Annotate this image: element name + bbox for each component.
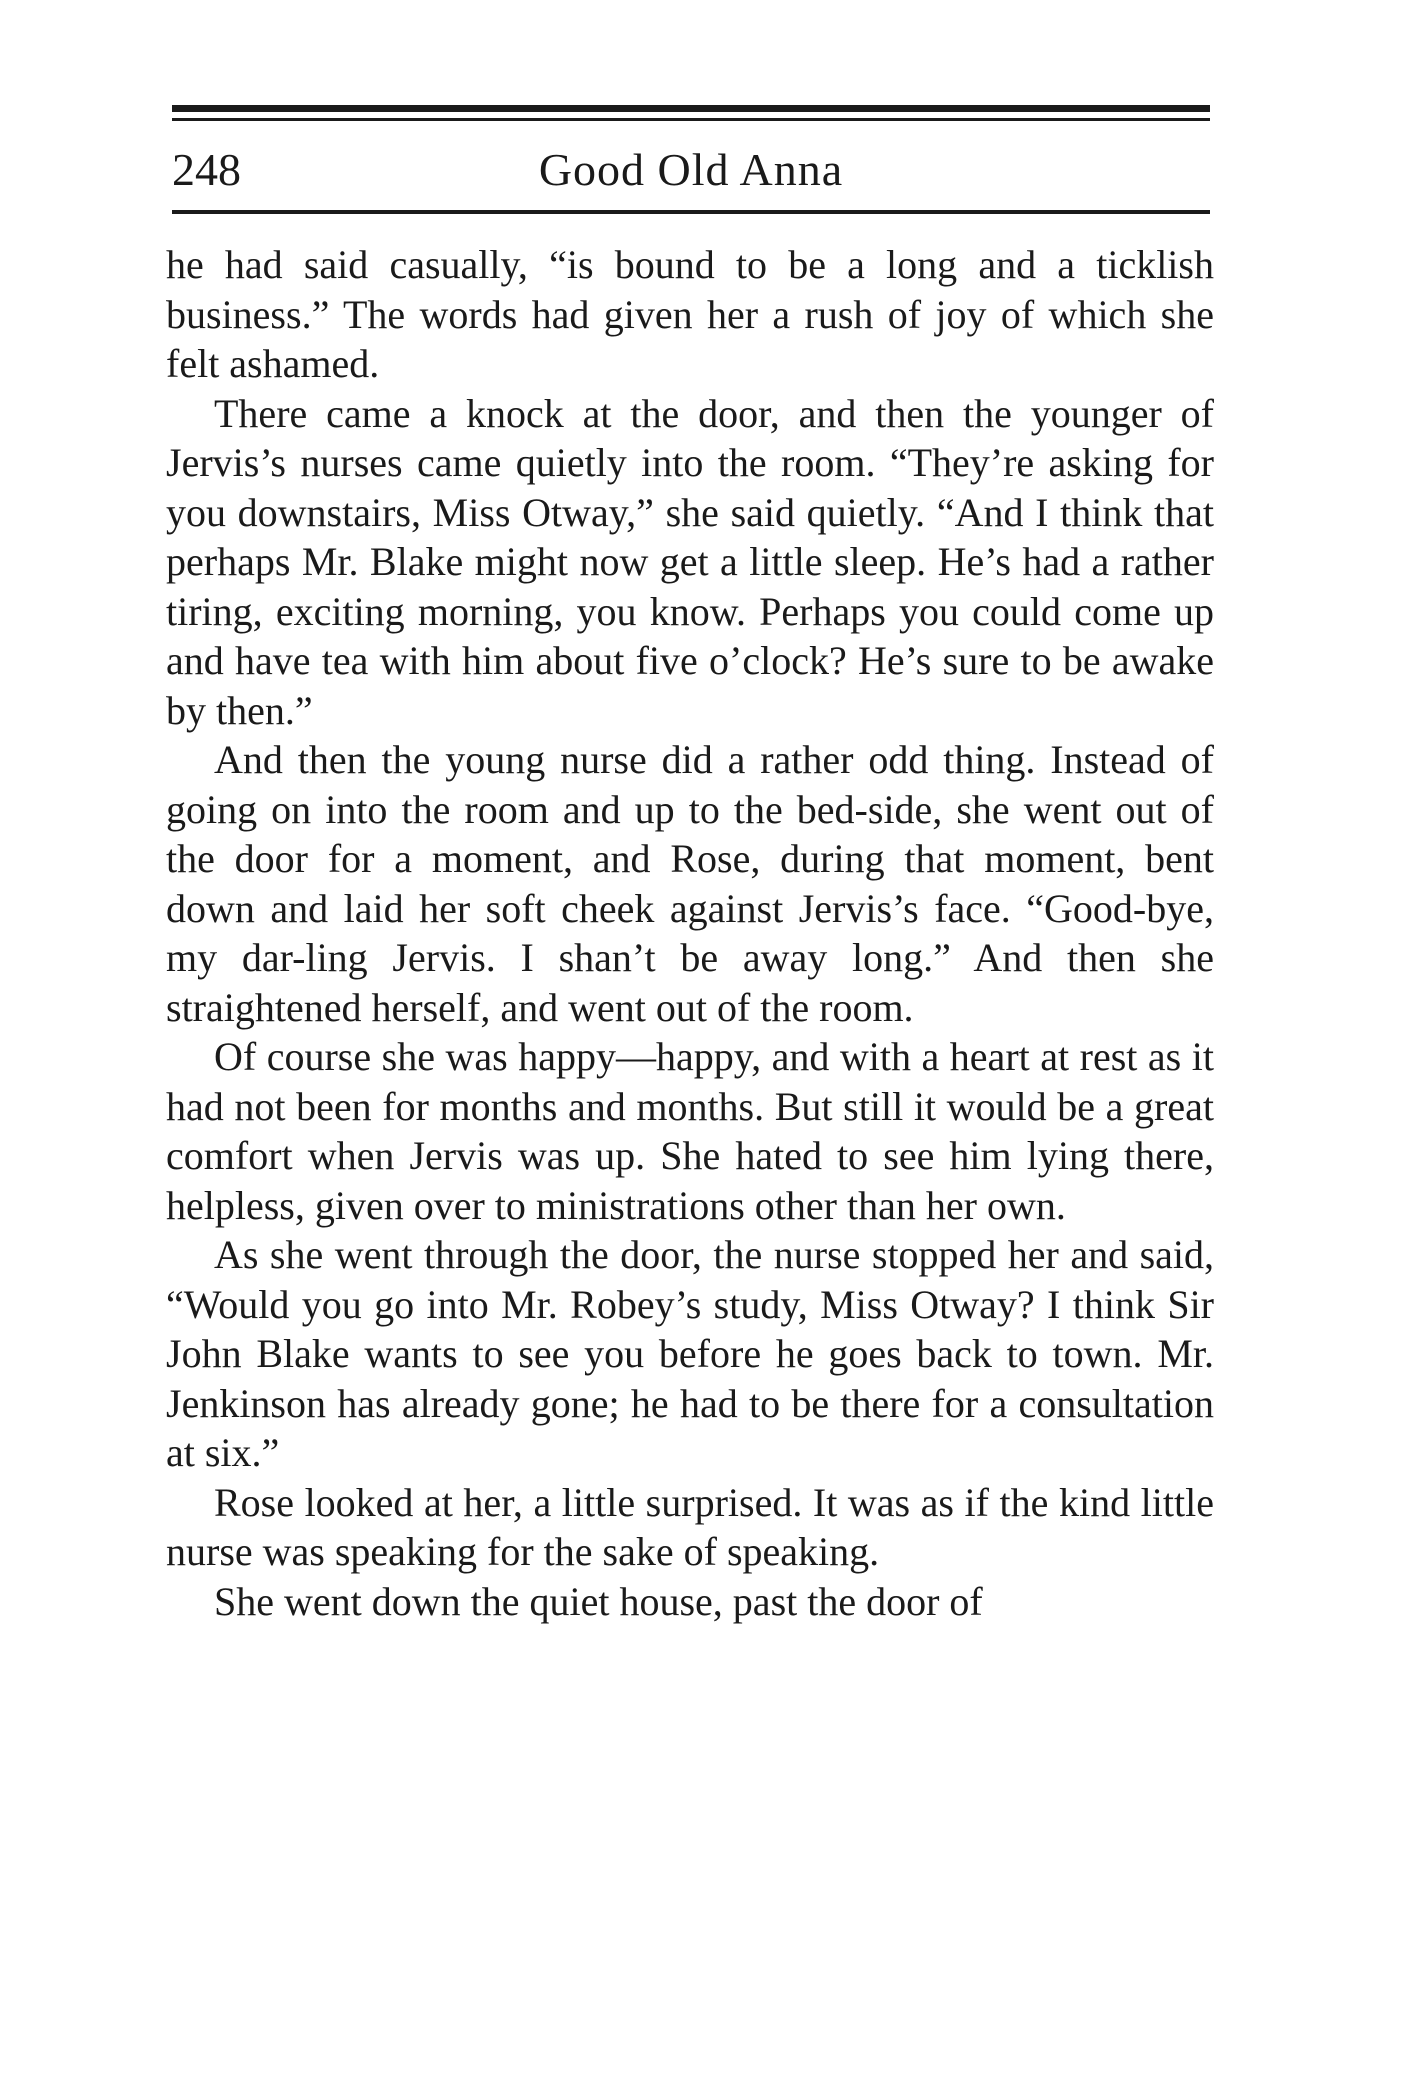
- header-rule: [172, 210, 1210, 214]
- paragraph: he had said casually, “is bound to be a long and a ticklish business.” The words had given her a rush of joy of which she felt ashamed.: [166, 242, 1214, 386]
- page-number: 248: [172, 144, 241, 195]
- paragraph: And then the young nurse did a rather odd thing. Instead of going on into the room and up to the bed-side, she went out of the door for a moment, and Rose, during that moment, bent down and laid her soft cheek against Jervis’s face. “Good-bye, my dar-ling Jervis. I shan’t be away long.” And then she straightened herself, and went out of the room.: [166, 737, 1214, 1030]
- paragraph: As she went through the door, the nurse stopped her and said, “Would you go into Mr. Robey’s study, Miss Otway? I think Sir John Blake wants to see you before he goes back to town. Mr. Jenkinson has already gone; he had to be there for a consultation at six.”: [166, 1232, 1214, 1475]
- paragraph: Rose looked at her, a little surprised. It was as if the kind little nurse was speaking for the sake of speaking.: [166, 1479, 1214, 1574]
- running-head: [172, 134, 1210, 204]
- paragraph: Of course she was happy—happy, and with a heart at rest as it had not been for months and months. But still it would be a great comfort when Jervis was up. She hated to see him lying there, helpless, given over to ministrations other than her own.: [166, 1034, 1214, 1228]
- running-title: Good Old Anna: [538, 144, 844, 195]
- paragraph: She went down the quiet house, past the door of: [214, 1578, 983, 1624]
- body-text: [166, 240, 1214, 1626]
- paragraph: There came a knock at the door, and then the younger of Jervis’s nurses came quietly into the room. “They’re asking for you downstairs, Miss Otway,” she said quietly. “And I think that perhaps Mr. Blake might now get a little sleep. He’s had a rather tiring, exciting morning, you know. Perhaps you could come up and have tea with him about five o’clock? He’s sure to be awake by then.”: [166, 390, 1214, 733]
- top-rule-thick: [172, 105, 1210, 112]
- top-rule-thin: [172, 118, 1210, 121]
